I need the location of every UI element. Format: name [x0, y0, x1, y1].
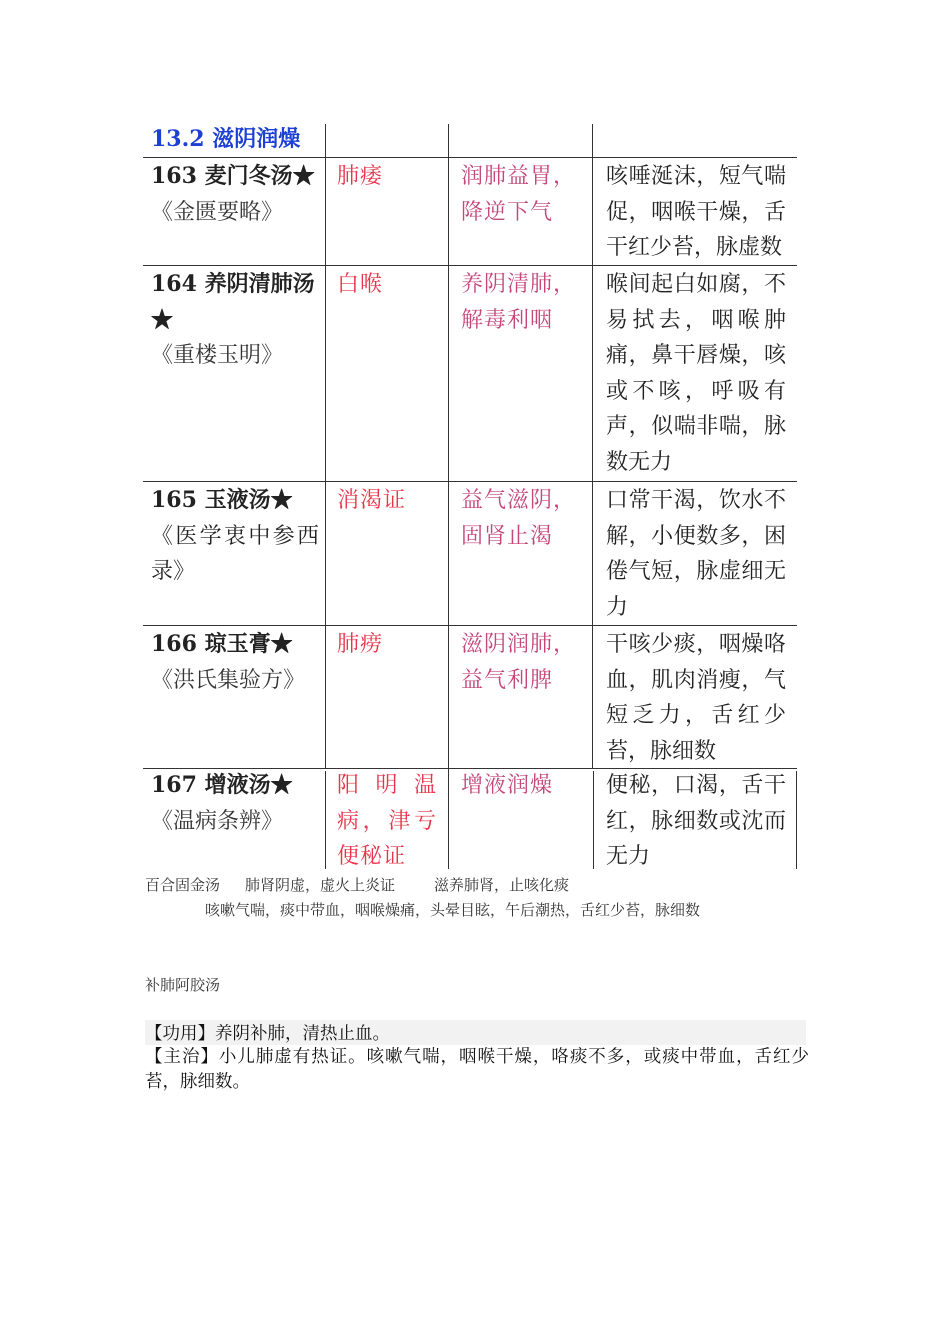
formula-name: 163 麦门冬汤★	[151, 163, 315, 189]
indication: 白喉	[337, 272, 384, 297]
table-border	[592, 124, 593, 769]
symptoms: 咳唾涎沫，短气喘促，咽喉干燥，舌干红少苔，脉虚数	[606, 164, 786, 260]
symptoms: 喉间起白如腐，不易拭去，咽喉肿痛，鼻干唇燥，咳或不咳，呼吸有声，似喘非喘，脉数无力	[606, 272, 786, 475]
symptoms: 口常干渴，饮水不解，小便数多，困倦气短，脉虚细无力	[606, 488, 786, 620]
indication: 肺痿	[337, 164, 384, 189]
formula-source: 《医学衷中参西录》	[151, 523, 319, 584]
formula-cell	[151, 483, 319, 590]
formula-source: 《温病条辨》	[151, 808, 284, 834]
table-border	[143, 481, 797, 482]
note-pathology: 肺肾阴虚，虚火上炎证	[245, 876, 396, 894]
function: 养阴清肺，解毒利咽	[461, 272, 577, 333]
note-symptoms: 咳嗽气喘，痰中带血，咽喉燥痛，头晕目眩，午后潮热，舌红少苔，脉细数	[205, 901, 701, 919]
formula-cell	[151, 159, 319, 230]
function: 益气滋阴，固肾止渴	[461, 488, 577, 549]
table-border	[593, 771, 594, 869]
formula-name: 164 养阴清肺汤★	[151, 271, 315, 333]
table-border	[143, 625, 797, 626]
section-title: 13.2 滋阴润燥	[151, 126, 301, 152]
symptoms: 便秘，口渴，舌干红，脉细数或沈而无力	[606, 773, 786, 869]
formula-name: 166 琼玉膏★	[151, 631, 293, 657]
formula-source: 《重楼玉明》	[151, 343, 284, 368]
function: 滋阴润肺，益气利脾	[461, 632, 577, 693]
formula-source: 《金匮要略》	[151, 199, 284, 225]
table-border	[448, 124, 449, 869]
function: 润肺益胃，降逆下气	[461, 164, 577, 225]
formula2-function: 【功用】养阴补肺，清热止血。	[145, 1024, 390, 1044]
formula-source: 《洪氏集验方》	[151, 667, 306, 693]
note-function: 滋养肺肾，止咳化痰	[434, 876, 570, 894]
formula-cell	[151, 768, 319, 839]
formula-cell	[151, 267, 319, 374]
indication: 阳明温病，津亏便秘证	[337, 773, 437, 869]
formula2-name: 补肺阿胶汤	[145, 976, 221, 994]
indication: 肺痨	[337, 632, 384, 657]
formula-cell	[151, 627, 319, 698]
formula2-indication: 【主治】小儿肺虚有热证。咳嗽气喘，咽喉干燥，咯痰不多，或痰中带血，舌红少苔，脉细数。	[145, 1047, 809, 1092]
table-border	[325, 771, 326, 869]
formula-name: 167 增液汤★	[151, 772, 293, 798]
note-formula-name: 百合固金汤	[145, 876, 221, 894]
table-border	[796, 771, 797, 869]
symptoms: 干咳少痰，咽燥咯血，肌肉消瘦，气短乏力，舌红少苔，脉细数	[606, 632, 786, 764]
indication: 消渴证	[337, 488, 407, 513]
function: 增液润燥	[461, 773, 554, 798]
formula-name: 165 玉液汤★	[151, 487, 293, 513]
table-border	[325, 124, 326, 769]
